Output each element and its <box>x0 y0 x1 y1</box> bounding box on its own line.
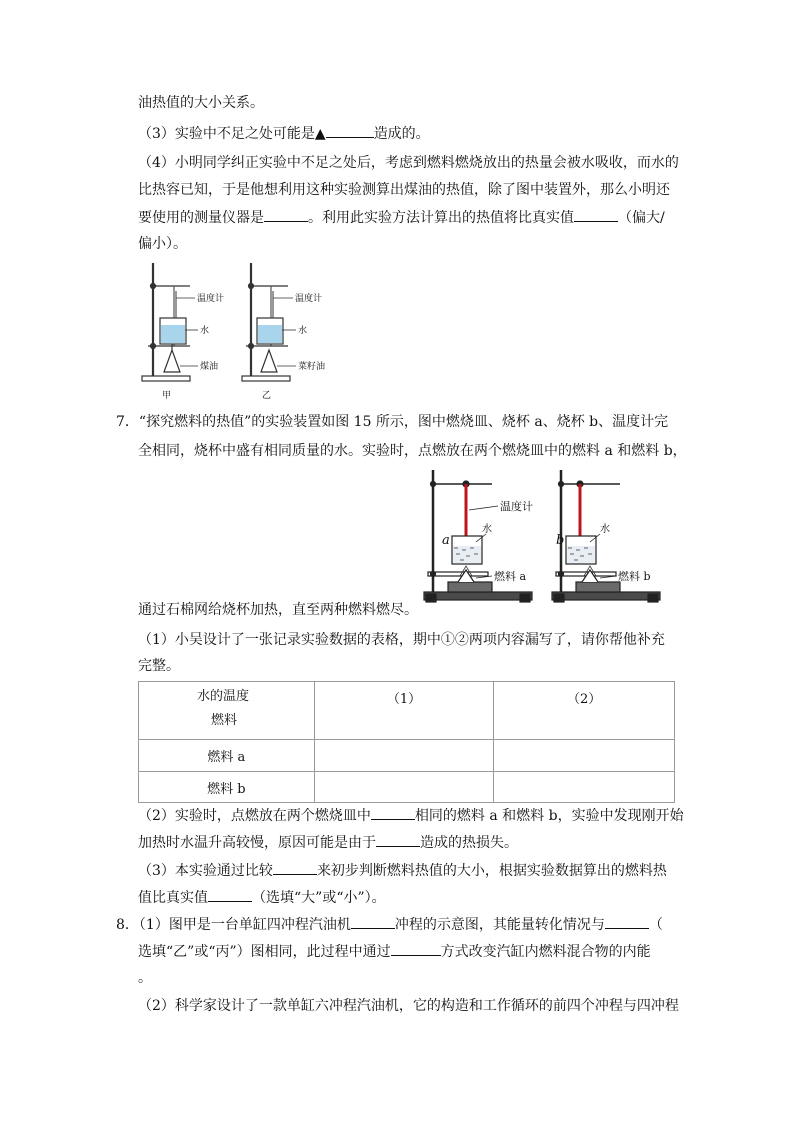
q6-sub3-text: （3）实验中不足之处可能是▲ <box>138 126 326 142</box>
q6-sub4-line2: 比热容已知，于是他想利用这种实验测算出煤油的热值，除了图中装置外，那么小明还 <box>138 182 670 198</box>
q6-sub4-line4: 偏小）。 <box>138 236 187 252</box>
label-thermometer-7: 温度计 <box>500 500 533 513</box>
label-rapeseed-oil: 菜籽油 <box>298 361 326 371</box>
label-thermometer: 温度计 <box>197 293 225 303</box>
table-row-fuel-a: 燃料 a <box>139 740 315 772</box>
header-bottom: 燃料 <box>211 713 238 728</box>
q6-line: 油热值的大小关系。 <box>138 95 264 111</box>
q7-sub3-line2 <box>138 887 386 908</box>
q7-sub1-line2: 完整。 <box>138 658 180 674</box>
table-cell-empty <box>494 740 675 772</box>
q6-sub4-line3 <box>138 207 665 228</box>
answer-blank <box>605 914 649 929</box>
q7-line3: 通过石棉网给烧杯加热，直至两种燃料燃尽。 <box>138 602 418 618</box>
answer-blank <box>351 914 395 929</box>
table-cell-empty <box>314 740 494 772</box>
q6-sub3 <box>138 123 430 144</box>
q7-sub3-text-d: （选填“大”或“小”）。 <box>252 890 386 906</box>
q7-sub3-text-c: 值比真实值 <box>138 890 208 906</box>
label-thermometer-2: 温度计 <box>295 293 323 303</box>
record-table <box>138 681 675 803</box>
q7-sub3-text-b: 来初步判断燃料热值的大小，根据实验数据算出的燃料热 <box>316 863 667 879</box>
q7-sub2-text-b: 相同的燃料 a 和燃料 b，实验中发现刚开始 <box>414 808 684 824</box>
answer-blank <box>326 123 374 138</box>
q8-line1 <box>116 914 663 935</box>
label-water: 水 <box>200 325 210 335</box>
table-header-cell <box>139 682 315 740</box>
answer-blank <box>264 207 308 222</box>
q8-line2 <box>138 941 651 962</box>
q8-text-a: 8．（1）图甲是一台单缸四冲程汽油机 <box>116 917 351 933</box>
water-fill <box>161 325 185 343</box>
alcohol-lamp <box>164 350 180 372</box>
q8-text-d: 选填“乙”或“丙”）图相同，此过程中通过 <box>138 944 391 960</box>
label-water-7a: 水 <box>482 524 492 535</box>
label-jia: 甲 <box>162 390 172 400</box>
stand-base <box>142 376 190 381</box>
q6-apparatus-figure <box>138 258 338 403</box>
q8-sub2-line1: （2）科学家设计了一款单缸六冲程汽油机，它的构造和工作循环的前四个冲程与四冲程 <box>138 998 679 1014</box>
label-fuel-a: 燃料 a <box>494 570 527 583</box>
base-left <box>424 592 532 600</box>
q8-text-c: （ <box>648 917 663 933</box>
answer-blank <box>371 805 415 820</box>
table-cell-empty <box>314 772 494 803</box>
q7-sub2-text-a: （2）实验时，点燃放在两个燃烧皿中 <box>138 808 371 824</box>
q8-line3: 。 <box>138 970 152 986</box>
answer-blank <box>574 207 618 222</box>
label-fuel-b: 燃料 b <box>618 570 651 583</box>
header-top: 水的温度 <box>197 689 250 704</box>
q6-sub4-text-c: （偏大/ <box>618 210 665 226</box>
label-yi: 乙 <box>262 390 272 400</box>
q7-sub3-text-a: （3）本实验通过比较 <box>138 863 273 879</box>
q7-sub2-line2 <box>138 832 518 853</box>
answer-blank <box>273 860 317 875</box>
base-right <box>552 592 660 600</box>
q7-apparatus-figure <box>420 464 668 612</box>
q7-sub3-line1 <box>138 860 667 881</box>
answer-blank <box>391 941 441 956</box>
q7-sub1-line1: （1）小吴设计了一张记录实验数据的表格，期中①②两项内容漏写了，请你帮他补充 <box>138 632 665 648</box>
q8-text-b: 冲程的示意图，其能量转化情况与 <box>394 917 605 933</box>
q6-sub4-line1: （4）小明同学纠正实验中不足之处后，考虑到燃料燃烧放出的热量会被水吸收，而水的 <box>138 155 679 171</box>
table-cell-empty <box>494 772 675 803</box>
answer-blank <box>208 887 252 902</box>
table-row-fuel-b: 燃料 b <box>139 772 315 803</box>
label-kerosene: 煤油 <box>200 361 219 371</box>
q7-sub2-line1 <box>138 805 684 826</box>
table-col1-header: （1） <box>314 682 494 740</box>
q7-line1: 7．“探究燃料的热值”的实验装置如图 15 所示，图中燃烧皿、烧杯 a、烧杯 b、温度计完 <box>116 414 669 430</box>
q7-line2: 全相同，烧杯中盛有相同质量的水。实验时，点燃放在两个燃烧皿中的燃料 a 和燃料 b， <box>138 443 687 459</box>
label-b: b <box>556 533 565 548</box>
table-col2-header: （2） <box>494 682 675 740</box>
q8-text-e: 方式改变汽缸内燃料混合物的内能 <box>440 944 651 960</box>
q6-sub4-text-a: 要使用的测量仪器是 <box>138 210 264 226</box>
q7-sub2-text-d: 造成的热损失。 <box>420 835 518 851</box>
answer-blank <box>376 832 420 847</box>
label-water-2: 水 <box>298 325 308 335</box>
label-a: a <box>442 533 450 548</box>
q6-sub3-text-end: 造成的。 <box>373 126 430 142</box>
label-water-7b: 水 <box>600 524 610 535</box>
q7-sub2-text-c: 加热时水温升高较慢，原因可能是由于 <box>138 835 376 851</box>
q6-sub4-text-b: 。利用此实验方法计算出的热值将比真实值 <box>308 210 574 226</box>
